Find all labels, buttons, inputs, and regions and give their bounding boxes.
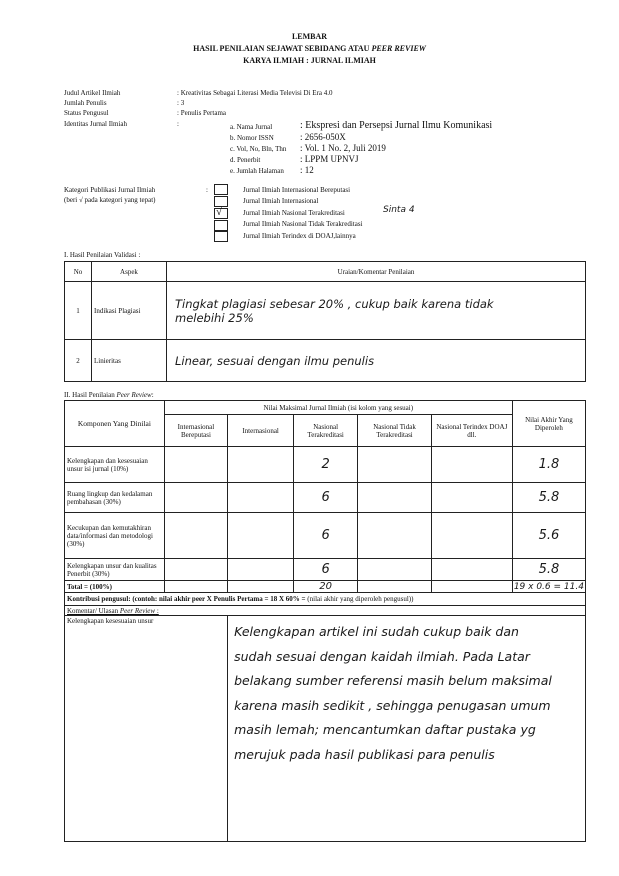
row-aspek: Linieritas (92, 340, 167, 382)
col-uraian: Uraian/Komentar Penilaian (167, 262, 586, 282)
row-uraian (167, 340, 586, 382)
nilai-akhir-header: Nilai Akhir Yang Diperoleh (512, 401, 585, 447)
kategori-label: Kategori Publikasi Jurnal Ilmiah (64, 186, 156, 194)
sub-header: Internasional Bereputasi (164, 415, 227, 447)
nilai-akhir: 5.8 (512, 559, 585, 581)
identitas-colon: : (177, 120, 179, 128)
kategori-checkbox-checked[interactable] (214, 208, 228, 219)
komentar-line: Kelengkapan artikel ini sudah cukup baik dan (234, 624, 519, 639)
table-row (65, 483, 586, 513)
field-value: : 2656-050X (300, 132, 346, 142)
kategori-option-label: Jurnal Ilmiah Nasional Tidak Terakreditasi (243, 220, 363, 228)
table-row (65, 559, 586, 581)
komentar-line: karena masih sedikit , sehingga penugasan umum (234, 697, 551, 713)
field-label: e. Jumlah Halaman (230, 167, 284, 175)
nilai-nasional: 6 (294, 513, 358, 559)
total-row (65, 581, 586, 593)
komentar-body (228, 616, 586, 842)
total-akhir: 19 x 0.6 = 11.4 (513, 581, 584, 592)
jumlah-label: Jumlah Penulis (64, 99, 107, 107)
row-no: 1 (65, 282, 92, 340)
kategori-option-label: Jurnal Ilmiah Nasional Terakreditasi (243, 209, 345, 217)
table-row (65, 447, 586, 483)
sub-header: Nasional Tidak Terakreditasi (358, 415, 432, 447)
table-row (65, 513, 586, 559)
field-value: : Vol. 1 No. 2, Juli 2019 (300, 143, 386, 153)
field-label: c. Vol, No, Bln, Thn (230, 145, 287, 153)
field-label: a. Nama Jurnal (230, 123, 273, 131)
doc-title-line2: HASIL PENILAIAN SEJAWAT SEBIDANG ATAU PEER REVIEW (193, 44, 426, 53)
table-row (65, 340, 586, 382)
komentar-line: merujuk pada hasil publikasi para penulis (234, 746, 495, 762)
judul-value: : Kreativitas Sebagai Literasi Media Televisi Di Era 4.0 (177, 89, 333, 97)
komentar-header-row (65, 606, 586, 616)
kategori-checkbox[interactable] (214, 184, 228, 195)
peer-review-table (64, 400, 586, 842)
field-value: : 12 (300, 165, 314, 175)
nilai-akhir: 5.6 (512, 513, 585, 559)
row-uraian (167, 282, 586, 340)
komentar-header: Komentar/ Ulasan Peer Review : (65, 606, 586, 616)
table-row (65, 282, 586, 340)
sub-header: Nasional Terakreditasi (294, 415, 358, 447)
handwritten-line: Tingkat plagiasi sebesar 20% , cukup baik karena tidak (175, 296, 494, 311)
status-label: Status Pengusul (64, 109, 109, 117)
handwritten-line: melebihi 25% (175, 310, 254, 325)
total-nasional: 20 (294, 581, 358, 593)
row-no: 2 (65, 340, 92, 382)
kategori-option-label: Jurnal Ilmiah Internasional (243, 197, 319, 205)
kategori-note: (beri √ pada kategori yang tepat) (64, 196, 156, 204)
col-no: No (65, 262, 92, 282)
field-value: : LPPM UPNVJ (300, 154, 359, 164)
field-label: b. Nomor ISSN (230, 134, 274, 142)
komentar-row (65, 616, 586, 842)
kontribusi-cell: Kontribusi pengusul: (contoh: nilai akhir peer X Penulis Pertama = 18 X 60% = (nilai akhir yang diperoleh pengusul)) (65, 593, 586, 606)
nilai-nasional: 6 (294, 559, 358, 581)
row-aspek: Indikasi Plagiasi (92, 282, 167, 340)
nilai-akhir: 1.8 (512, 447, 585, 483)
komentar-line: sudah sesuai dengan kaidah ilmiah. Pada Latar (234, 648, 530, 664)
komponen-cell: Kelengkapan unsur dan kualitas Penerbit (30%) (65, 559, 165, 581)
col-aspek: Aspek (92, 262, 167, 282)
komponen-cell: Kelengkapan dan kesesuaian unsur isi jurnal (10%) (65, 447, 165, 483)
validasi-table (64, 261, 586, 382)
kategori-colon: : (206, 186, 208, 194)
kelengkapan-label: Kelengkapan kesesuaian unsur (65, 616, 228, 842)
kategori-option-label: Jurnal Ilmiah Internasional Bereputasi (243, 186, 351, 194)
field-value: : Ekspresi dan Persepsi Jurnal Ilmu Komunikasi (300, 120, 493, 131)
doc-title-line1: LEMBAR (291, 32, 328, 41)
total-label: Total = (100%) (65, 581, 165, 593)
kategori-checkbox[interactable] (214, 220, 228, 231)
handwritten-line: Linear, sesuai dengan ilmu penulis (175, 353, 375, 368)
field-label: d. Penerbit (230, 156, 261, 164)
sub-header: Nasional Terindex DOAJ dll. (431, 415, 512, 447)
jumlah-value: : 3 (177, 99, 185, 107)
komponen-cell: Kecukupan dan kemutakhiran data/informasi dan metodologi (30%) (65, 513, 165, 559)
judul-label: Judul Artikel Ilmiah (64, 89, 121, 97)
nilai-akhir: 5.8 (512, 483, 585, 513)
nilai-nasional: 2 (294, 447, 358, 483)
komentar-line: masih lemah; mencantumkan daftar pustaka yg (234, 722, 536, 737)
kontribusi-row (65, 593, 586, 606)
nilai-nasional: 6 (294, 483, 358, 513)
komentar-line: belakang sumber referensi masih belum maksimal (234, 673, 552, 688)
doc-title-line3: KARYA ILMIAH : JURNAL ILMIAH (243, 56, 376, 65)
komponen-cell: Ruang lingkup dan kedalaman pembahasan (30%) (65, 483, 165, 513)
nilai-maks-header: Nilai Maksimal Jurnal Ilmiah (isi kolom yang sesuai) (164, 401, 512, 415)
kategori-option-label: Jurnal Ilmiah Terindex di DOAJ,lainnya (243, 232, 356, 240)
section1-heading: I. Hasil Penilaian Validasi : (64, 251, 141, 259)
status-value: : Penulis Pertama (177, 109, 226, 117)
komponen-header: Komponen Yang Dinilai (65, 401, 165, 447)
sub-header: Internasional (228, 415, 294, 447)
identitas-label: Identitas Jurnal Ilmiah (64, 120, 127, 128)
sinta-handwritten: Sinta 4 (383, 205, 415, 215)
check-mark-icon: √ (216, 206, 223, 218)
section2-heading: II. Hasil Penilaian Peer Review: (64, 391, 154, 399)
kategori-checkbox[interactable] (214, 231, 228, 242)
